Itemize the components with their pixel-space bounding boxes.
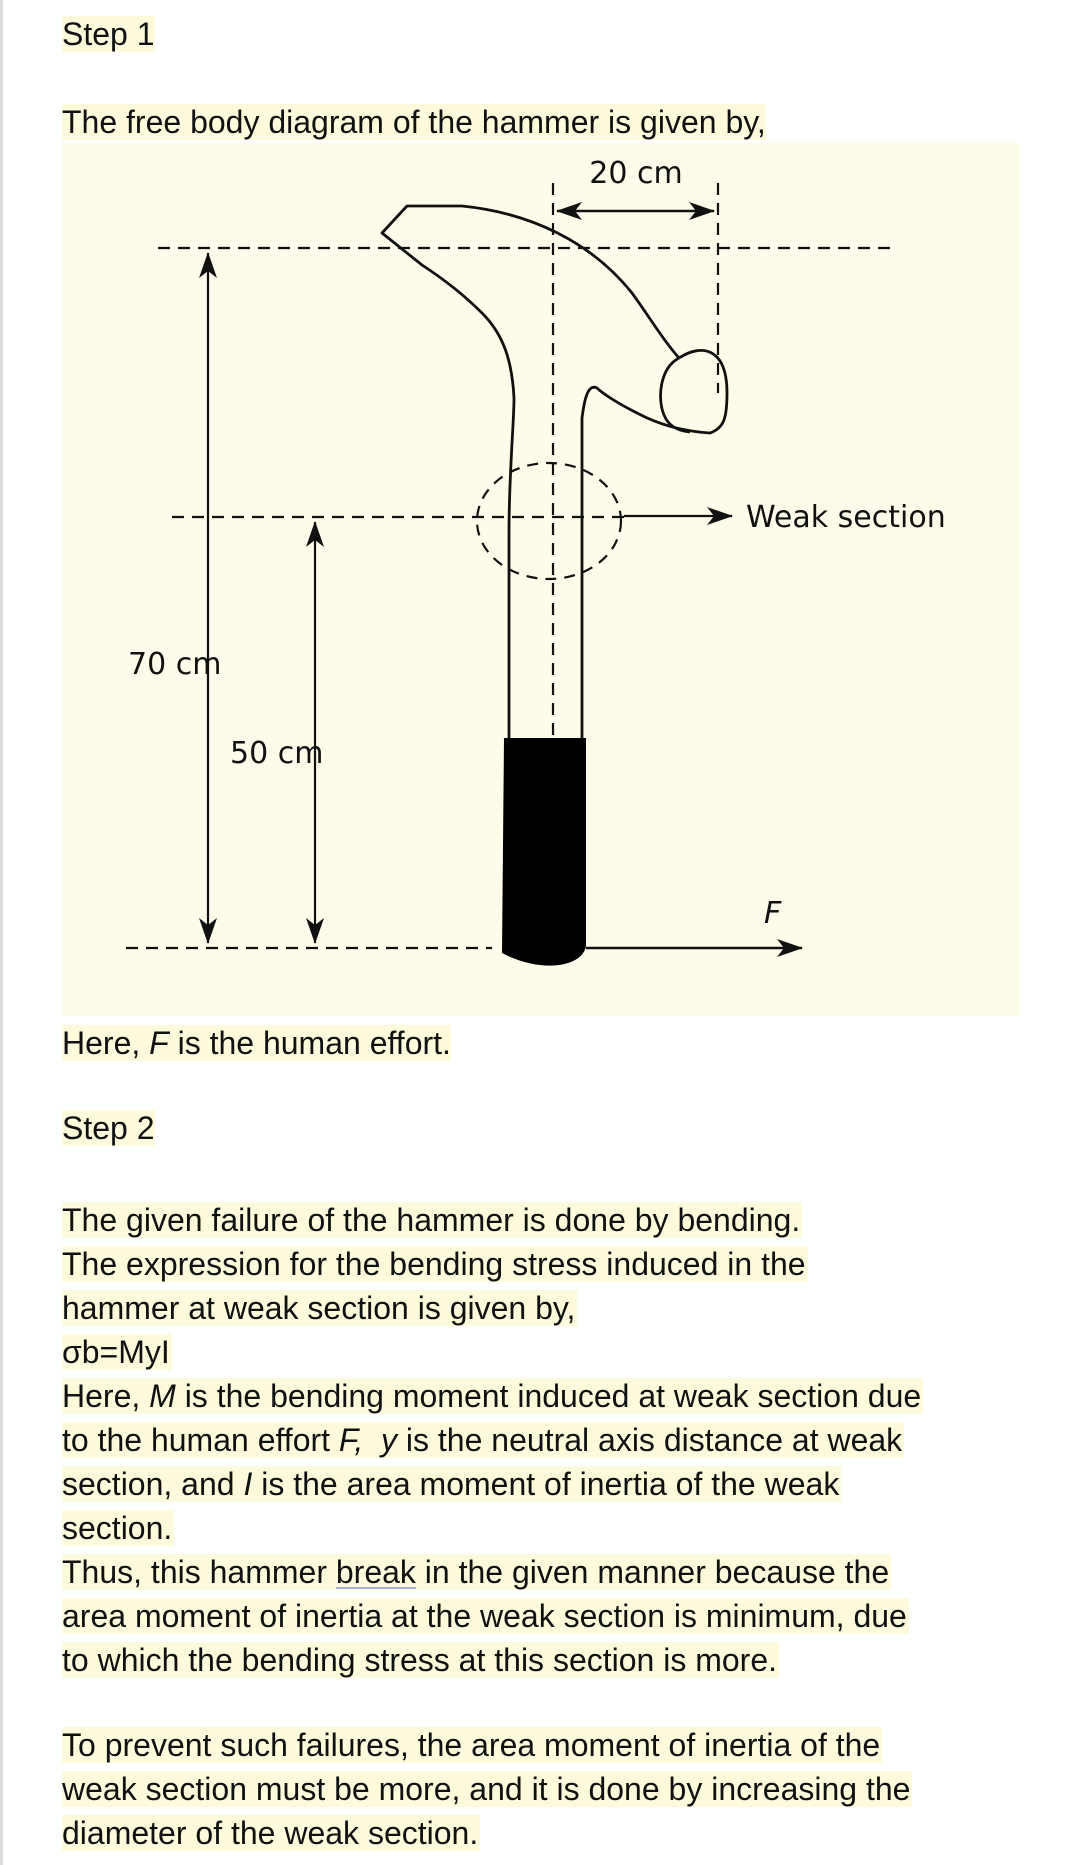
- diagram-intro-text: [62, 100, 766, 144]
- prevention-line: [62, 1767, 1022, 1811]
- moment-symbol: M: [149, 1378, 176, 1414]
- intro-text: The free body diagram of the hammer is given by,: [62, 104, 766, 140]
- explanation-line: [62, 1286, 1022, 1330]
- explanation-line-2: The expression for the bending stress induced in the: [62, 1246, 806, 1282]
- prevention-line: [62, 1723, 1022, 1767]
- explanation-line: [62, 1242, 1022, 1286]
- thus-text-end: in the given manner because the: [415, 1554, 890, 1590]
- explanation-line: [62, 1462, 1022, 1506]
- force-label: F: [764, 896, 782, 931]
- moment-definition: [62, 1378, 923, 1414]
- dimension-20cm-label: 20 cm: [589, 156, 683, 191]
- effort-definition: [62, 1422, 904, 1458]
- inertia-definition: [62, 1466, 841, 1502]
- conclusion-line-1: [62, 1554, 891, 1590]
- hammer-handle: [382, 206, 679, 743]
- explanation-paragraph: [62, 1198, 1022, 1682]
- explanation-line: [62, 1638, 1022, 1682]
- force-definition-text: [62, 1025, 451, 1061]
- thus-text: Thus, this hammer: [62, 1554, 336, 1590]
- diagram-svg: [62, 143, 1020, 1016]
- step-1-title: Step 1: [62, 16, 155, 52]
- section-word: section.: [62, 1510, 173, 1546]
- inertia-text: is the area moment of inertia of the weak: [252, 1466, 840, 1502]
- conclusion-line-3: to which the bending stress at this section is more.: [62, 1642, 778, 1678]
- step-1-heading: [62, 12, 155, 56]
- effort-text: to the human effort: [62, 1422, 339, 1458]
- here-prefix: Here,: [62, 1025, 150, 1061]
- prevention-line-1: To prevent such failures, the area moment of inertia of the: [62, 1727, 881, 1763]
- force-definition: [62, 1021, 451, 1065]
- explanation-line: [62, 1594, 1022, 1638]
- hammer-free-body-diagram: [62, 143, 1020, 1016]
- dimension-50cm-label: 50 cm: [230, 736, 324, 771]
- weak-section-circle: [477, 463, 621, 579]
- bending-stress-formula: σb=MyI: [62, 1334, 170, 1370]
- explanation-line: [62, 1506, 1022, 1550]
- dimension-70cm-label: 70 cm: [128, 647, 222, 682]
- explanation-line: [62, 1374, 1022, 1418]
- step-2-heading: [62, 1106, 155, 1150]
- hammer-face-ring: [661, 358, 690, 432]
- formula-line: [62, 1330, 1022, 1374]
- explanation-line-1: The given failure of the hammer is done by bending.: [62, 1202, 801, 1238]
- neutral-axis-text: is the neutral axis distance at weak: [397, 1422, 903, 1458]
- neutral-axis-symbol: y: [381, 1422, 398, 1458]
- here-suffix: is the human effort.: [168, 1025, 451, 1061]
- prevention-line-3: diameter of the weak section.: [62, 1815, 479, 1851]
- prevention-line: [62, 1811, 1022, 1855]
- effort-symbol: F,: [338, 1422, 364, 1458]
- step-2-title: Step 2: [62, 1110, 155, 1146]
- prevention-line-2: weak section must be more, and it is done by increasing the: [62, 1771, 911, 1807]
- hammer-grip: [502, 738, 586, 966]
- prevention-paragraph: [62, 1723, 1022, 1855]
- force-symbol: F: [149, 1025, 169, 1061]
- moment-text: is the bending moment induced at weak section due: [175, 1378, 922, 1414]
- section-text: section, and: [62, 1466, 244, 1502]
- break-word[interactable]: break: [335, 1554, 416, 1590]
- inertia-symbol: I: [243, 1466, 253, 1502]
- explanation-line: [62, 1198, 1022, 1242]
- here-word: Here,: [62, 1378, 150, 1414]
- explanation-line-3: hammer at weak section is given by,: [62, 1290, 576, 1326]
- hammer-head-face: [582, 350, 727, 743]
- conclusion-line-2: area moment of inertia at the weak section is minimum, due: [62, 1598, 907, 1634]
- explanation-line: [62, 1550, 1022, 1594]
- weak-section-label: Weak section: [746, 500, 946, 535]
- explanation-line: [62, 1418, 1022, 1462]
